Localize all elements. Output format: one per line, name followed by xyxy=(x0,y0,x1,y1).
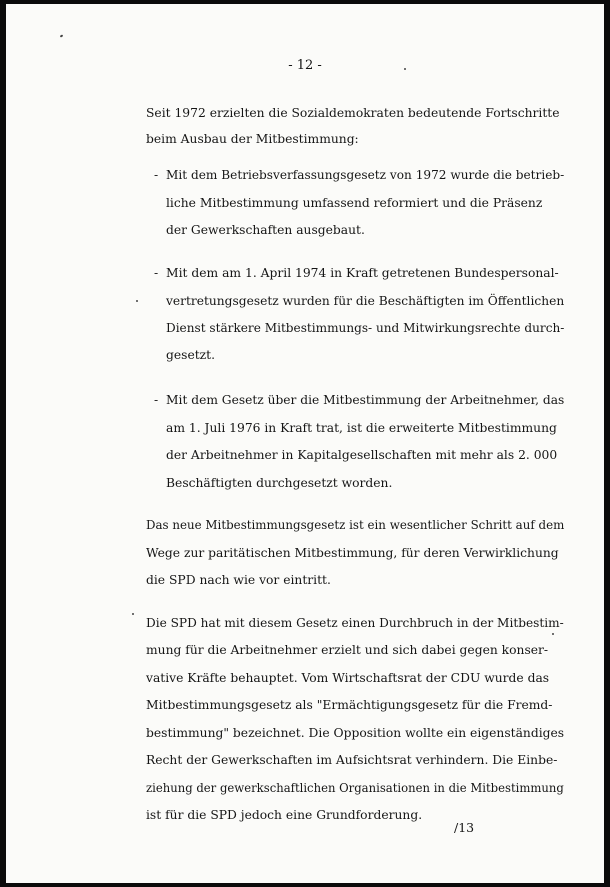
text-line: Mit dem Betriebsverfassungsgesetz von 1972 wurde die betrieb- xyxy=(166,168,565,182)
text-line: Beschäftigten durchgesetzt worden. xyxy=(166,476,393,490)
text-line: der Gewerkschaften ausgebaut. xyxy=(166,223,365,237)
page-number: - 12 - xyxy=(288,58,322,73)
text-line: Die SPD hat mit diesem Gesetz einen Durchbruch in der Mitbestim- xyxy=(146,616,564,630)
text-line: Wege zur paritätischen Mitbestimmung, für deren Verwirklichung xyxy=(146,546,559,560)
scan-speck xyxy=(60,34,64,37)
text-line: der Arbeitnehmer in Kapitalgesellschaften mit mehr als 2. 000 xyxy=(166,448,558,462)
text-line: Dienst stärkere Mitbestimmungs- und Mitwirkungsrechte durch- xyxy=(166,321,565,335)
text-line: Mit dem Gesetz über die Mitbestimmung der Arbeitnehmer, das xyxy=(166,393,565,407)
text-line: mung für die Arbeitnehmer erzielt und sich dabei gegen konser- xyxy=(146,643,549,657)
text-line: beim Ausbau der Mitbestimmung: xyxy=(146,132,359,146)
text-line: bestimmung" bezeichnet. Die Opposition wollte ein eigenständiges xyxy=(146,726,565,740)
text-line: Mitbestimmungsgesetz als "Ermächtigungsgesetz für die Fremd- xyxy=(146,698,553,712)
text-line: Mit dem am 1. April 1974 in Kraft getretenen Bundespersonal- xyxy=(166,266,559,280)
scan-speck xyxy=(404,68,406,70)
text-line: die SPD nach wie vor eintritt. xyxy=(146,573,331,587)
bullet-dash: - xyxy=(154,266,159,280)
text-line: Das neue Mitbestimmungsgesetz ist ein wesentlicher Schritt auf dem xyxy=(146,518,565,532)
text-line: vative Kräfte behauptet. Vom Wirtschaftsrat der CDU wurde das xyxy=(146,671,550,685)
continuation-marker: /13 xyxy=(454,820,475,835)
text-line: gesetzt. xyxy=(166,348,216,362)
document-page xyxy=(6,4,604,883)
bullet-dash: - xyxy=(154,393,159,407)
text-line: Recht der Gewerkschaften im Aufsichtsrat verhindern. Die Einbe- xyxy=(146,753,558,767)
scan-speck xyxy=(136,300,138,302)
bullet-dash: - xyxy=(154,168,159,182)
text-line: ziehung der gewerkschaftlichen Organisationen in die Mitbestimmung xyxy=(146,781,564,795)
text-line: am 1. Juli 1976 in Kraft trat, ist die erweiterte Mitbestimmung xyxy=(166,421,557,435)
scan-speck xyxy=(552,633,554,635)
text-line: vertretungsgesetz wurden für die Beschäftigten im Öffentlichen xyxy=(166,294,565,308)
text-line: liche Mitbestimmung umfassend reformiert und die Präsenz xyxy=(166,196,543,210)
text-line: ist für die SPD jedoch eine Grundforderung. xyxy=(146,808,423,822)
scan-speck xyxy=(132,613,134,615)
text-line: Seit 1972 erzielten die Sozialdemokraten bedeutende Fortschritte xyxy=(146,106,560,120)
